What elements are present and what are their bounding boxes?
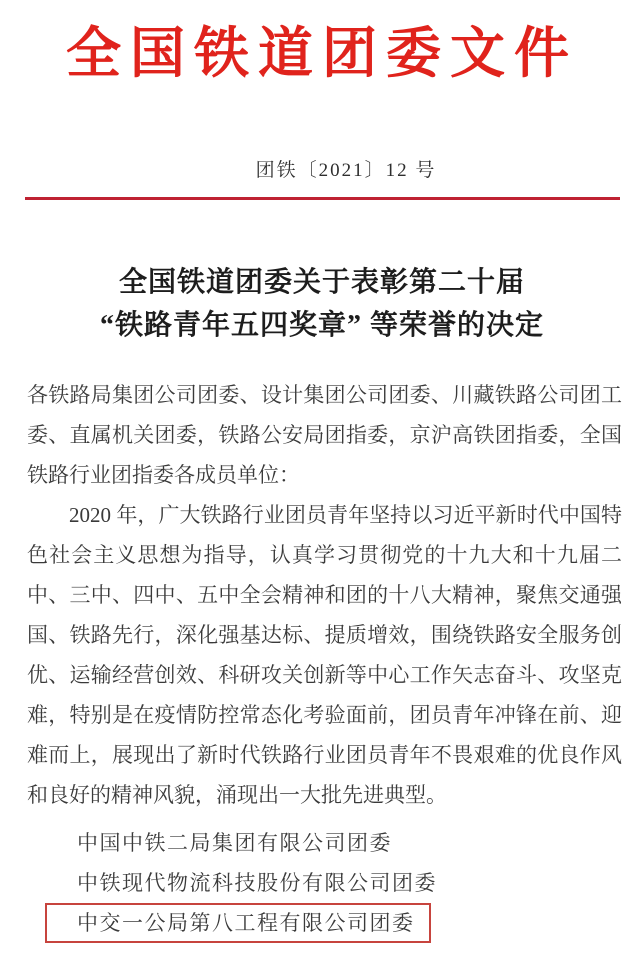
document-header-title: 全国铁道团委文件	[65, 23, 578, 84]
award-list-item-label: 中交一公局第八工程有限公司团委	[77, 910, 415, 935]
document-body	[27, 375, 622, 815]
award-list-item: 中铁现代物流科技股份有限公司团委	[77, 870, 437, 895]
document-title-line1: 全国铁道团委关于表彰第二十届	[118, 266, 525, 298]
salutation-paragraph: 各铁路局集团公司团委、设计集团公司团委、川藏铁路公司团工委、直属机关团委，铁路公安局团指委，京沪高铁团指委，全国铁路行业团指委各成员单位：	[27, 382, 622, 487]
document-title-line2: “铁路青年五四奖章” 等荣誉的决定	[99, 309, 544, 341]
highlight-box	[45, 903, 431, 943]
award-list-item: 中国中铁二局集团有限公司团委	[77, 830, 392, 855]
body-paragraph: 2020 年，广大铁路行业团员青年坚持以习近平新时代中国特色社会主义思想为指导，认真学习贯彻党的十九大和十九届二中、三中、四中、五中全会精神和团的十八大精神，聚焦交通强国、铁路先行，深化强基达标、提质增效，围绕铁路安全服务创优、运输经营创效、科研攻关创新等中心工作矢志奋斗、攻坚克难，特别是在疫情防控常态化考验面前，团员青年冲锋在前、迎难而上，展现出了新时代铁路行业团员青年不畏艰难的优良作风和良好的精神风貌，涌现出一大批先进典型。	[27, 502, 622, 807]
document-title	[0, 261, 644, 347]
award-list-item-highlighted	[77, 903, 644, 943]
header-divider-line	[25, 197, 620, 200]
document-number: 团铁〔2021〕12 号	[255, 159, 437, 181]
award-list	[77, 823, 644, 943]
